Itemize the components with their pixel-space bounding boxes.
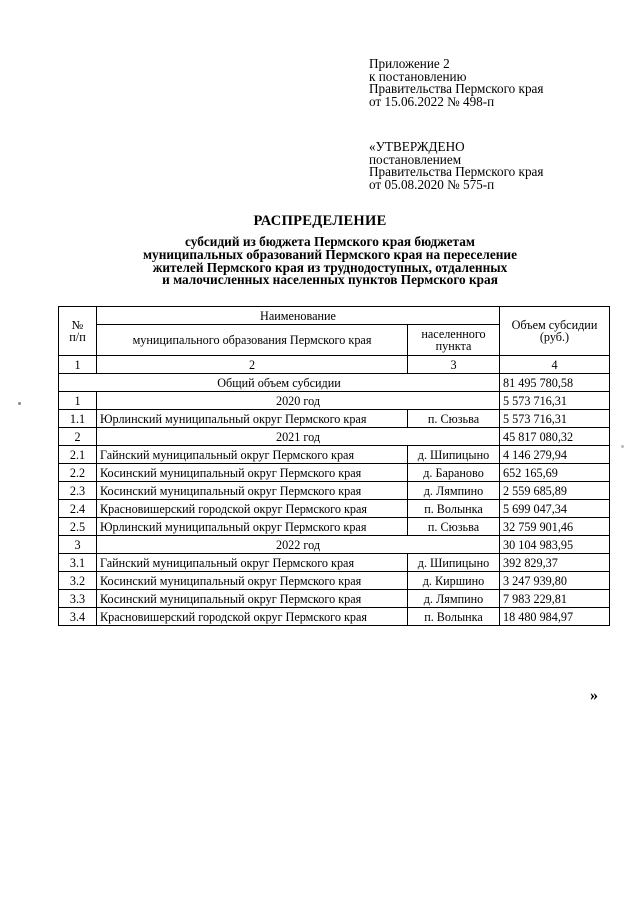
row-number: 2 xyxy=(59,428,97,446)
municipality-name: Косинский муниципальный округ Пермского края xyxy=(97,590,408,608)
municipality-name: Косинский муниципальный округ Пермского края xyxy=(97,464,408,482)
municipality-name: Красновишерский городской округ Пермского края xyxy=(97,608,408,626)
settlement-name: д. Шипицыно xyxy=(408,446,500,464)
year-amount: 45 817 080,32 xyxy=(500,428,610,446)
row-number: 2.4 xyxy=(59,500,97,518)
row-number: 1.1 xyxy=(59,410,97,428)
subtitle-line: субсидий из бюджета Пермского края бюджетам xyxy=(185,234,475,249)
subsidy-distribution-table xyxy=(58,306,610,626)
year-row xyxy=(59,536,610,554)
year-row xyxy=(59,392,610,410)
settlement-name: д. Лямпино xyxy=(408,590,500,608)
subtitle-line: и малочисленных населенных пунктов Пермского края xyxy=(162,272,498,288)
settlement-name: п. Сюзьва xyxy=(408,518,500,536)
header-settlement: населенного пункта xyxy=(408,325,500,356)
subsidy-amount: 2 559 685,89 xyxy=(500,482,610,500)
row-number: 3.3 xyxy=(59,590,97,608)
subsidy-amount: 3 247 939,80 xyxy=(500,572,610,590)
subsidy-amount: 652 165,69 xyxy=(500,464,610,482)
row-number: 2.5 xyxy=(59,518,97,536)
approval-line: Правительства Пермского края xyxy=(369,164,544,180)
column-number-2: 2 xyxy=(97,356,408,374)
header-number: № п/п xyxy=(59,307,97,356)
subsidy-amount: 7 983 229,81 xyxy=(500,590,610,608)
municipality-name: Косинский муниципальный округ Пермского края xyxy=(97,482,408,500)
municipality-name: Косинский муниципальный округ Пермского края xyxy=(97,572,408,590)
municipality-name: Юрлинский муниципальный округ Пермского края xyxy=(97,410,408,428)
approval-line: постановлением xyxy=(369,151,462,167)
total-row xyxy=(59,374,610,392)
settlement-name: п. Волынка xyxy=(408,608,500,626)
subtitle-line: муниципальных образований Пермского края на переселение xyxy=(143,246,517,262)
document-subtitle xyxy=(0,236,640,287)
row-number: 2.1 xyxy=(59,446,97,464)
column-number-1: 1 xyxy=(59,356,97,374)
municipality-name: Красновишерский городской округ Пермского края xyxy=(97,500,408,518)
approval-line: «УТВЕРЖДЕНО xyxy=(369,139,465,154)
table-row xyxy=(59,590,610,608)
year-label: 2021 год xyxy=(97,428,500,446)
subsidy-amount: 18 480 984,97 xyxy=(500,608,610,626)
table-row xyxy=(59,410,610,428)
subsidy-amount: 32 759 901,46 xyxy=(500,518,610,536)
total-amount: 81 495 780,58 xyxy=(500,374,610,392)
row-number: 3.4 xyxy=(59,608,97,626)
table-row xyxy=(59,464,610,482)
table-row xyxy=(59,554,610,572)
subsidy-amount: 392 829,37 xyxy=(500,554,610,572)
year-label: 2022 год xyxy=(97,536,500,554)
table-row xyxy=(59,500,610,518)
row-number: 2.3 xyxy=(59,482,97,500)
settlement-name: д. Бараново xyxy=(408,464,500,482)
subtitle-line: жителей Пермского края из труднодоступных, отдаленных xyxy=(152,259,508,275)
settlement-name: д. Шипицыно xyxy=(408,554,500,572)
year-amount: 5 573 716,31 xyxy=(500,392,610,410)
total-label: Общий объем субсидии xyxy=(59,374,500,392)
municipality-name: Юрлинский муниципальный округ Пермского края xyxy=(97,518,408,536)
year-label: 2020 год xyxy=(97,392,500,410)
year-amount: 30 104 983,95 xyxy=(500,536,610,554)
subsidy-amount: 5 699 047,34 xyxy=(500,500,610,518)
scan-speck xyxy=(621,445,624,448)
appendix-line: Приложение 2 xyxy=(369,56,450,71)
table-row xyxy=(59,608,610,626)
municipality-name: Гайнский муниципальный округ Пермского края xyxy=(97,554,408,572)
table-row xyxy=(59,518,610,536)
header-name: Наименование xyxy=(97,307,500,325)
settlement-name: д. Киршино xyxy=(408,572,500,590)
row-number: 3.2 xyxy=(59,572,97,590)
row-number: 2.2 xyxy=(59,464,97,482)
appendix-reference xyxy=(369,58,619,108)
table-row xyxy=(59,482,610,500)
appendix-line: к постановлению xyxy=(369,68,467,84)
appendix-line: Правительства Пермского края xyxy=(369,81,544,97)
subsidy-amount: 5 573 716,31 xyxy=(500,410,610,428)
approval-line: от 05.08.2020 № 575-п xyxy=(369,176,495,192)
appendix-line: от 15.06.2022 № 498-п xyxy=(369,93,495,109)
closing-quote: » xyxy=(590,687,598,704)
scan-speck xyxy=(18,402,21,405)
table-row xyxy=(59,572,610,590)
header-amount: Объем субсидии (руб.) xyxy=(500,307,610,356)
header-municipality: муниципального образования Пермского края xyxy=(97,325,408,356)
column-number-3: 3 xyxy=(408,356,500,374)
settlement-name: д. Лямпино xyxy=(408,482,500,500)
table-row xyxy=(59,446,610,464)
approval-stamp xyxy=(369,141,619,191)
settlement-name: п. Сюзьва xyxy=(408,410,500,428)
year-row xyxy=(59,428,610,446)
document-title: РАСПРЕДЕЛЕНИЕ xyxy=(253,213,387,229)
row-number: 1 xyxy=(59,392,97,410)
row-number: 3.1 xyxy=(59,554,97,572)
subsidy-amount: 4 146 279,94 xyxy=(500,446,610,464)
settlement-name: п. Волынка xyxy=(408,500,500,518)
row-number: 3 xyxy=(59,536,97,554)
municipality-name: Гайнский муниципальный округ Пермского края xyxy=(97,446,408,464)
column-number-4: 4 xyxy=(500,356,610,374)
